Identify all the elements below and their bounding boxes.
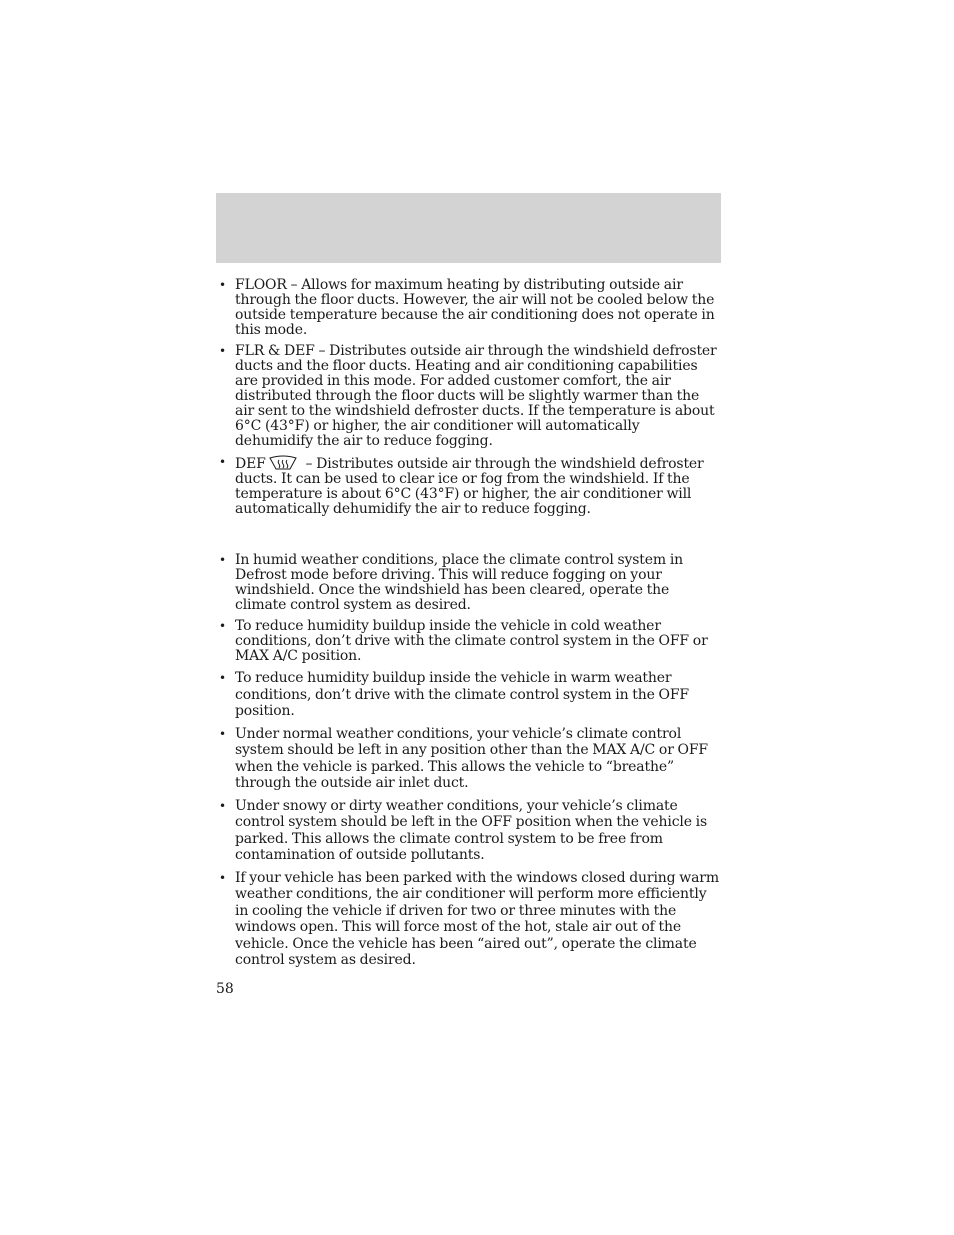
tip-text: Under snowy or dirty weather conditions, your vehicle’s climate control system should be left in the OFF position when the vehicle is parked. This allows the climate control system to be free from contamination of outside pollutants. — [235, 797, 708, 863]
list-item — [216, 553, 721, 613]
bullet: • — [219, 619, 226, 633]
tip-text: To reduce humidity buildup inside the vehicle in cold weather conditions, don’t drive with the climate control system in the OFF or MAX A/C position. — [235, 618, 708, 664]
bullet: • — [219, 344, 226, 358]
bullet: • — [219, 726, 226, 741]
list-item-def — [216, 455, 721, 517]
list-item — [216, 619, 721, 664]
def-text: – Distributes outside air through the windshield defroster ducts. It can be used to clear ice or fog from the windshield. If the temperature is about 6°C (43°F) or higher, the air conditioner will automatically dehumidify the air to reduce fogging. — [235, 456, 704, 517]
def-label: DEF — [235, 456, 266, 472]
list-item — [216, 726, 721, 792]
bullet: • — [219, 798, 226, 813]
list-item — [216, 798, 721, 864]
humidity-tips-section — [216, 553, 721, 975]
tip-text: In humid weather conditions, place the climate control system in Defrost mode before driving. This will reduce fogging on your windshield. Once the windshield has been cleared, operate the climate control system as desired. — [235, 552, 684, 613]
defrost-icon — [268, 455, 298, 471]
tip-text: If your vehicle has been parked with the windows closed during warm weather conditions, the air conditioner will perform more efficiently in cooling the vehicle if driven for two or three minutes with the windows open. This will force most of the hot, stale air out of the vehicle. Once the vehicle has been “aired out”, operate the climate control system as desired. — [235, 869, 719, 968]
bullet: • — [219, 455, 226, 469]
bullet: • — [219, 671, 226, 685]
list-item-flr-def — [216, 344, 721, 449]
list-item-floor — [216, 278, 721, 338]
bullet: • — [219, 553, 226, 567]
tip-text: Under normal weather conditions, your vehicle’s climate control system should be left in any position other than the MAX A/C or OFF when the vehicle is parked. This allows the vehicle to “breathe” through the outside air inlet duct. — [235, 725, 708, 791]
tips-list — [216, 553, 721, 969]
tip-text: To reduce humidity buildup inside the vehicle in warm weather conditions, don’t drive with the climate control system in the OFF position. — [235, 670, 689, 719]
flr-def-text: FLR & DEF – Distributes outside air through the windshield defroster ducts and the floor ducts. Heating and air conditioning capabilities are provided in this mode. For added customer comfort, the air distributed through the floor ducts will be slightly warmer than the air sent to the windshield defroster ducts. If the temperature is about 6°C (43°F) or higher, the air conditioner will automatically dehumidify the air to reduce fogging. — [235, 343, 717, 449]
section-header-band — [216, 193, 721, 263]
mode-list — [216, 278, 721, 517]
bullet: • — [219, 278, 226, 292]
list-item — [216, 870, 721, 969]
list-item — [216, 670, 721, 720]
floor-text: FLOOR – Allows for maximum heating by distributing outside air through the floor ducts. However, the air will not be cooled below the outside temperature because the air conditioning does not operate in this mode. — [235, 277, 715, 338]
mode-list-section — [216, 278, 721, 523]
bullet: • — [219, 870, 226, 885]
page-number: 58 — [216, 981, 234, 997]
